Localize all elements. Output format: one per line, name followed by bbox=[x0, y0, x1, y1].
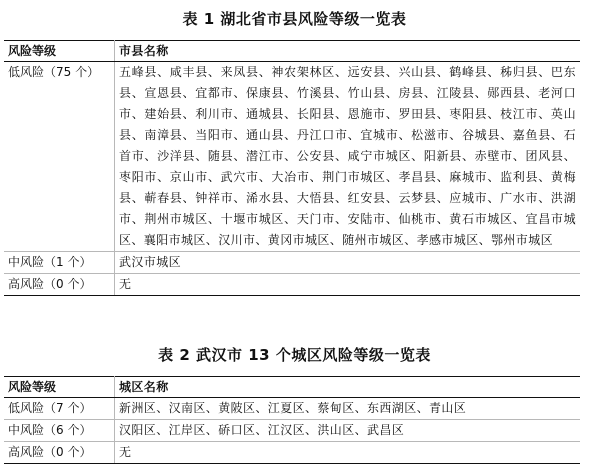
risk-level-medium: 中风险（1 个） bbox=[4, 252, 115, 274]
header-risk-level: 风险等级 bbox=[4, 41, 115, 62]
medium-risk-county-list: 武汉市城区 bbox=[115, 252, 581, 274]
table-row bbox=[4, 398, 580, 420]
wuhan-district-risk-table bbox=[4, 376, 580, 464]
risk-level-high: 高风险（0 个） bbox=[4, 442, 115, 464]
low-risk-county-list: 五峰县、咸丰县、来凤县、神农架林区、远安县、兴山县、鹤峰县、秭归县、巴东县、宣恩县、宜都市、保康县、竹溪县、竹山县、房县、江陵县、郧西县、老河口市、建始县、利川市、通城县、长阳县、恩施市、罗田县、枣阳县、枝江市、英山县、南漳县、当阳市、通山县、丹江口市、宜城市、松滋市、谷城县、嘉鱼县、石首市、沙洋县、随县、潜江市、公安县、咸宁市城区、阳新县、赤壁市、团风县、枣阳市、京山市、武穴市、大冶市、荆门市城区、孝昌县、麻城市、监利县、黄梅县、蕲春县、钟祥市、浠水县、大悟县、红安县、云梦县、应城市、广水市、洪湖市、荆州市城区、十堰市城区、天门市、安陆市、仙桃市、黄石市城区、宜昌市城区、襄阳市城区、汉川市、黄冈市城区、随州市城区、孝感市城区、鄂州市城区 bbox=[115, 62, 581, 252]
medium-risk-district-list: 汉阳区、江岸区、硚口区、江汉区、洪山区、武昌区 bbox=[115, 420, 581, 442]
low-risk-district-list: 新洲区、汉南区、黄陂区、江夏区、蔡甸区、东西湖区、青山区 bbox=[115, 398, 581, 420]
table1-caption: 表 1 湖北省市县风险等级一览表 bbox=[182, 10, 407, 28]
table-row bbox=[4, 252, 580, 274]
header-risk-level: 风险等级 bbox=[4, 377, 115, 398]
table-header-row bbox=[4, 41, 580, 62]
risk-level-low: 低风险（75 个） bbox=[4, 62, 115, 252]
risk-level-low: 低风险（7 个） bbox=[4, 398, 115, 420]
risk-level-medium: 中风险（6 个） bbox=[4, 420, 115, 442]
table-row bbox=[4, 420, 580, 442]
risk-level-high: 高风险（0 个） bbox=[4, 274, 115, 296]
header-county-names: 市县名称 bbox=[115, 41, 581, 62]
table-row bbox=[4, 62, 580, 252]
table-row bbox=[4, 274, 580, 296]
high-risk-county-list: 无 bbox=[115, 274, 581, 296]
header-district-names: 城区名称 bbox=[115, 377, 581, 398]
county-risk-table bbox=[4, 40, 580, 296]
high-risk-district-list: 无 bbox=[115, 442, 581, 464]
table-row bbox=[4, 442, 580, 464]
table2-caption: 表 2 武汉市 13 个城区风险等级一览表 bbox=[158, 346, 431, 364]
table-header-row bbox=[4, 377, 580, 398]
